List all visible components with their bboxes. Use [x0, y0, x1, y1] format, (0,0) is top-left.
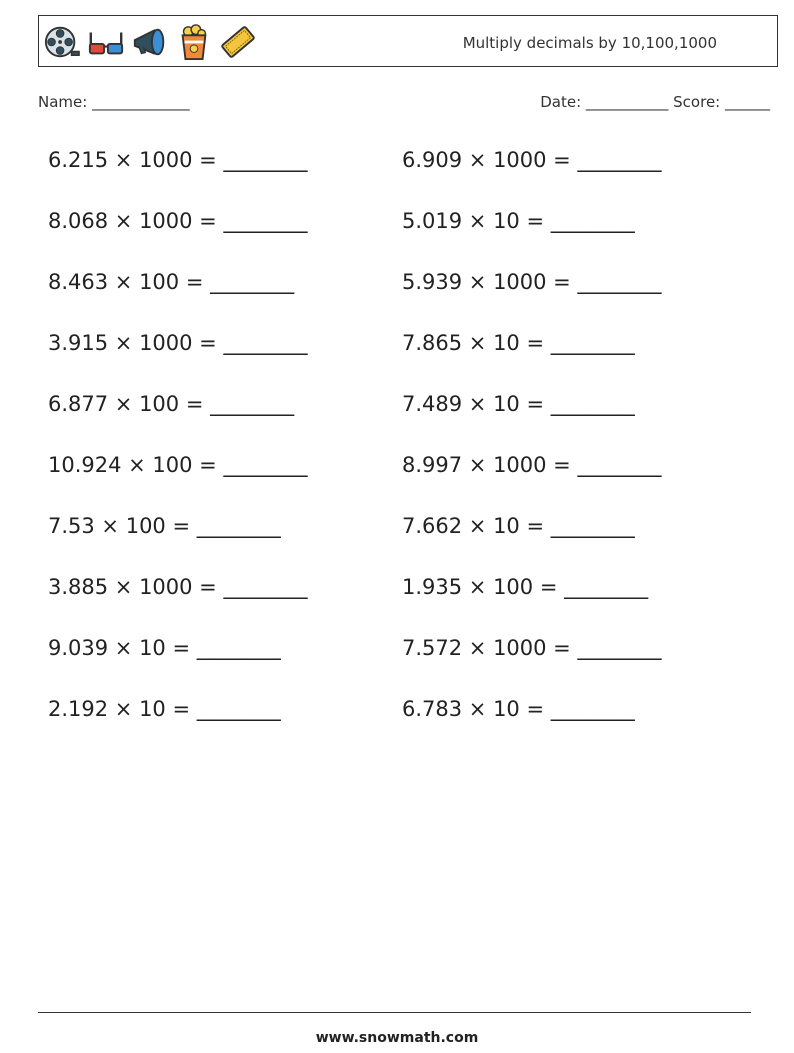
problem-row: [48, 567, 768, 628]
problem-item: 7.489 × 10 = ________: [402, 392, 635, 416]
problem-item: 7.662 × 10 = ________: [402, 514, 635, 538]
problem-item: 7.572 × 1000 = ________: [402, 636, 662, 660]
problem-item: 6.783 × 10 = ________: [402, 697, 635, 721]
problem-item: 10.924 × 100 = ________: [48, 453, 308, 477]
header-icons: [43, 22, 257, 62]
problem-item: 7.865 × 10 = ________: [402, 331, 635, 355]
megaphone-icon: [131, 23, 169, 61]
3d-glasses-icon: [87, 23, 125, 61]
cinema-ticket-icon: [219, 23, 257, 61]
problem-row: [48, 201, 768, 262]
worksheet-title: Multiply decimals by 10,100,1000: [462, 34, 717, 52]
problem-item: 2.192 × 10 = ________: [48, 697, 281, 721]
worksheet-header: [38, 15, 778, 67]
problem-row: [48, 689, 768, 750]
problem-item: 1.935 × 100 = ________: [402, 575, 649, 599]
problem-item: 9.039 × 10 = ________: [48, 636, 281, 660]
problem-item: 3.885 × 1000 = ________: [48, 575, 308, 599]
footer-url: www.snowmath.com: [315, 1030, 479, 1046]
film-reel-icon: [43, 23, 81, 61]
problem-item: 8.463 × 100 = ________: [48, 270, 295, 294]
problem-item: 8.997 × 1000 = ________: [402, 453, 662, 477]
problem-row: [48, 384, 768, 445]
problem-item: 3.915 × 1000 = ________: [48, 331, 308, 355]
problem-row: [48, 445, 768, 506]
problem-grid: [48, 140, 768, 750]
problem-item: 7.53 × 100 = ________: [48, 514, 281, 538]
problem-item: 5.019 × 10 = ________: [402, 209, 635, 233]
problem-row: [48, 323, 768, 384]
problem-row: [48, 140, 768, 201]
problem-row: [48, 506, 768, 567]
popcorn-icon: [175, 23, 213, 61]
footer-divider: [38, 1012, 751, 1013]
problem-item: 6.877 × 100 = ________: [48, 392, 295, 416]
problem-item: 6.909 × 1000 = ________: [402, 148, 662, 172]
problem-item: 8.068 × 1000 = ________: [48, 209, 308, 233]
problem-item: 6.215 × 1000 = ________: [48, 148, 308, 172]
name-field: Name: _____________: [38, 93, 190, 111]
problem-row: [48, 628, 768, 689]
problem-item: 5.939 × 1000 = ________: [402, 270, 662, 294]
problem-row: [48, 262, 768, 323]
date-score-field: Date: ___________ Score: ______: [540, 93, 770, 111]
